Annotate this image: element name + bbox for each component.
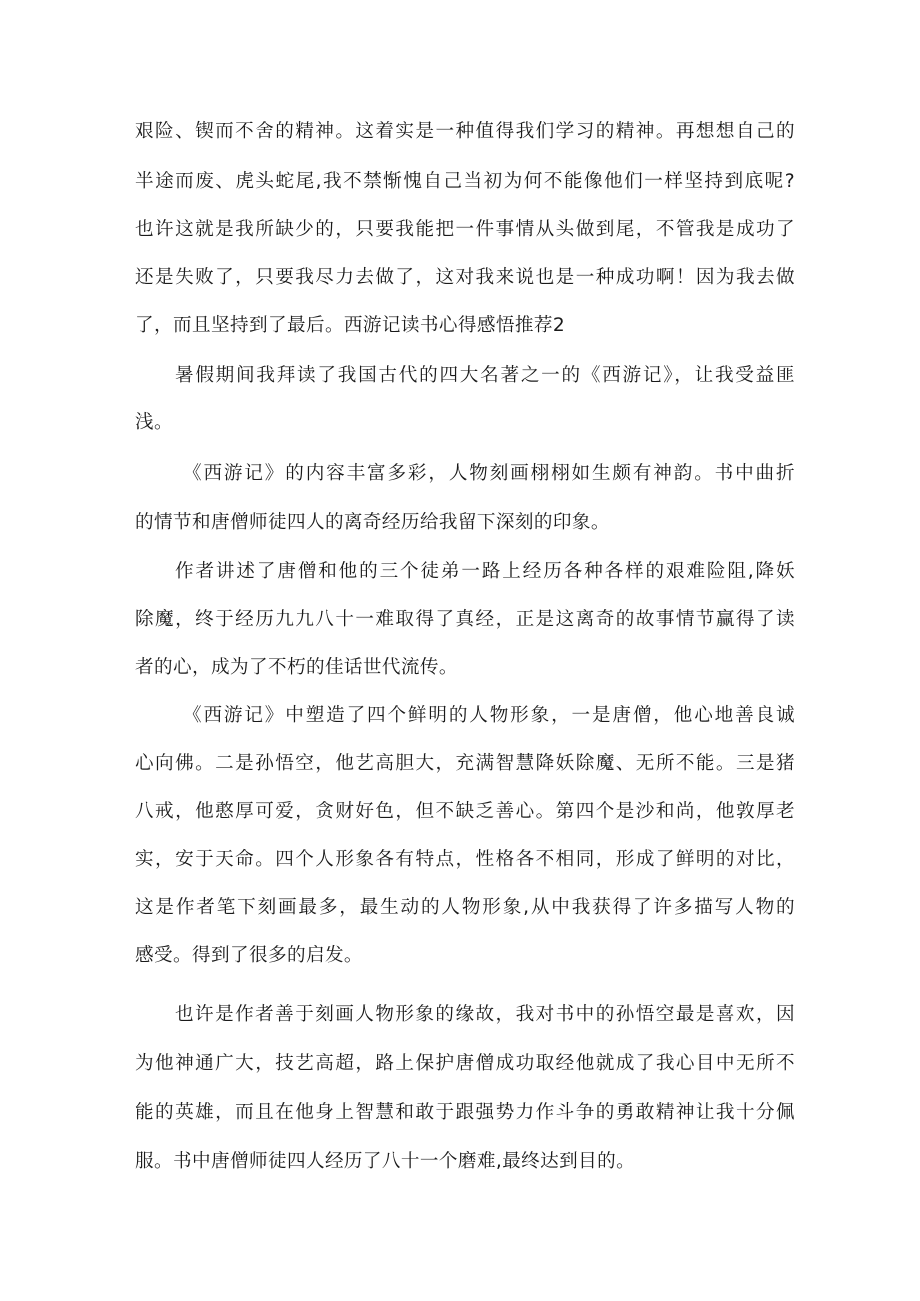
text-line: 《西游记》的内容丰富多彩，人物刻画栩栩如生颇有神韵。书中曲折	[183, 463, 795, 484]
text-line: 也许是作者善于刻画人物形象的缘故，我对书中的孙悟空最是喜欢，因	[175, 1004, 795, 1025]
text-line: 了，而且坚持到了最后。西游记读书心得感悟推荐2	[135, 315, 566, 336]
text-line: 艰险、锲而不舍的精神。这着实是一种值得我们学习的精神。再想想自己的	[135, 121, 795, 142]
text-line: 除魔，终于经历九九八十一难取得了真经，正是这离奇的故事情节赢得了读	[135, 609, 795, 630]
text-line: 浅。	[135, 412, 173, 433]
text-line: 实，安于天命。四个人形象各有特点，性格各不相同，形成了鲜明的对比，	[135, 849, 795, 870]
text-line: 还是失败了，只要我尽力去做了，这对我来说也是一种成功啊！因为我去做	[135, 267, 795, 288]
text-line: 也许这就是我所缺少的，只要我能把一件事情从头做到尾，不管我是成功了	[135, 219, 795, 240]
text-line: 半途而废、虎头蛇尾,我不禁惭愧自己当初为何不能像他们一样坚持到底呢?	[135, 171, 795, 192]
text-line: 《西游记》中塑造了四个鲜明的人物形象，一是唐僧，他心地善良诚	[183, 705, 795, 726]
text-line: 能的英雄，而且在他身上智慧和敢于跟强势力作斗争的勇敢精神让我十分佩	[135, 1102, 795, 1123]
text-line: 八戒，他憨厚可爱，贪财好色，但不缺乏善心。第四个是沙和尚，他敦厚老	[135, 801, 795, 822]
text-line: 者的心，成为了不朽的佳话世代流传。	[135, 657, 458, 678]
text-line: 这是作者笔下刻画最多，最生动的人物形象,从中我获得了许多描写人物的	[135, 897, 795, 918]
text-line: 服。书中唐僧师徒四人经历了八十一个磨难,最终达到目的。	[135, 1151, 636, 1172]
text-line: 的情节和唐僧师徒四人的离奇经历给我留下深刻的印象。	[135, 512, 610, 533]
text-line: 暑假期间我拜读了我国古代的四大名著之一的《西游记》，让我受益匪	[175, 365, 795, 386]
text-line: 感受。得到了很多的启发。	[135, 945, 363, 966]
text-line: 作者讲述了唐僧和他的三个徒弟一路上经历各种各样的艰难险阻,降妖	[175, 561, 795, 582]
text-line: 为他神通广大，技艺高超，路上保护唐僧成功取经他就成了我心目中无所不	[135, 1053, 795, 1074]
text-line: 心向佛。二是孙悟空，他艺高胆大，充满智慧降妖除魔、无所不能。三是猪	[135, 753, 795, 774]
